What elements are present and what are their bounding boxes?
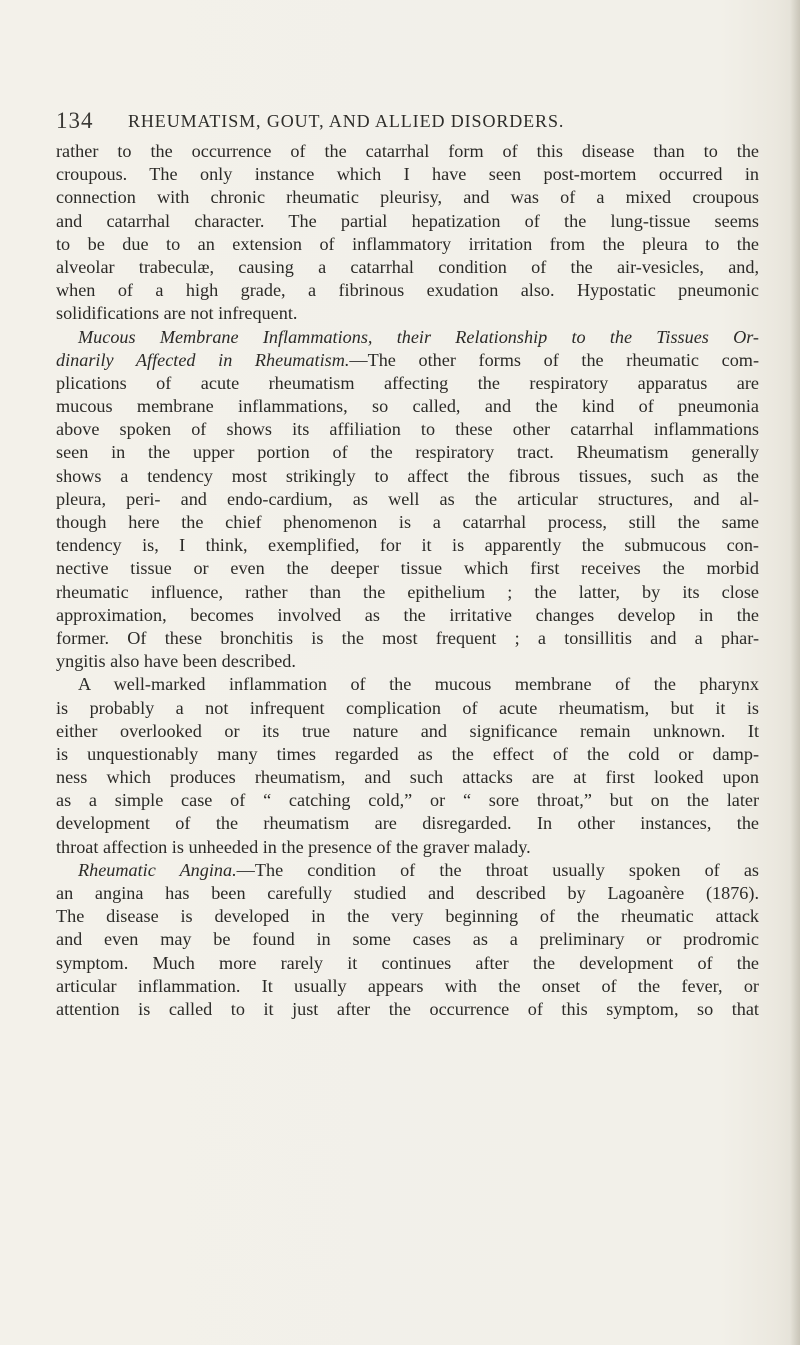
text-line: tendency is, I think, exemplified, for it is apparently the submucous con- — [56, 535, 759, 556]
body-text — [56, 140, 759, 1021]
text-line: mucous membrane inflammations, so called, and the kind of pneumonia — [56, 396, 759, 417]
text-line: seen in the upper portion of the respiratory tract. Rheumatism generally — [56, 442, 759, 463]
page-header — [56, 108, 756, 138]
text-line: connection with chronic rheumatic pleurisy, and was of a mixed croupous — [56, 187, 759, 208]
text-line: rather to the occurrence of the catarrhal form of this disease than to the — [56, 141, 759, 161]
section-heading: Rheumatic Angina. — [78, 859, 237, 880]
text-line: pleura, peri- and endo-cardium, as well as the articular structures, and al- — [56, 488, 759, 509]
text-line: though here the chief phenomenon is a catarrhal process, still the same — [56, 512, 759, 532]
text-line: alveolar trabeculæ, causing a catarrhal condition of the air-vesicles, and, — [56, 256, 759, 277]
text-line: is probably a not infrequent complication of acute rheumatism, but it is — [56, 697, 759, 718]
text-line: former. Of these bronchitis is the most frequent ; a tonsillitis and a phar- — [56, 627, 759, 648]
text-line: above spoken of shows its affiliation to these other catarrhal inflammations — [56, 419, 759, 440]
section-heading-line: dinarily Affected in Rheumatism.—The other forms of the rheumatic com- — [56, 349, 760, 370]
text-line: yngitis also have been described. — [56, 651, 296, 672]
text-line: approximation, becomes involved as the irritative changes develop in the — [56, 604, 759, 625]
text-line: when of a high grade, a fibrinous exudation also. Hypostatic pneumonic — [56, 280, 759, 301]
section-heading-line — [56, 326, 759, 349]
section-heading-line: Rheumatic Angina.—The condition of the throat usually spoken of as — [78, 859, 759, 880]
text-line: The disease is developed in the very beginning of the rheumatic attack — [56, 906, 759, 927]
text-line: A well-marked inflammation of the mucous membrane of the pharynx — [78, 674, 759, 695]
text-line: shows a tendency most strikingly to affect the fibrous tissues, such as the — [56, 465, 759, 486]
page-edge-shadow — [790, 0, 800, 1345]
text-line: as a simple case of “ catching cold,” or “ sore throat,” but on the later — [56, 790, 759, 811]
text-line: is unquestionably many times regarded as the effect of the cold or damp- — [56, 743, 759, 764]
text-line: development of the rheumatism are disregarded. In other instances, the — [56, 813, 759, 834]
text-line: and even may be found in some cases as a preliminary or prodromic — [56, 929, 759, 950]
section-heading: Mucous Membrane Inflammations, their Relationship to the Tissues Or- — [78, 326, 759, 347]
text-line: throat affection is unheeded in the presence of the graver malady. — [56, 836, 531, 857]
text-line: ness which produces rheumatism, and such attacks are at first looked upon — [56, 767, 759, 788]
text-line: either overlooked or its true nature and significance remain unknown. It — [56, 720, 759, 741]
section-heading: dinarily Affected in Rheumatism. — [56, 349, 350, 370]
text-line: attention is called to it just after the occurrence of this symptom, so that — [56, 998, 759, 1019]
text-line: symptom. Much more rarely it continues after the development of the — [56, 952, 759, 973]
text-line: an angina has been carefully studied and described by Lagoanère (1876). — [56, 883, 759, 903]
text-line: articular inflammation. It usually appears with the onset of the fever, or — [56, 975, 759, 996]
text-line: croupous. The only instance which I have seen post-mortem occurred in — [56, 164, 759, 185]
page-number: 134 — [56, 108, 94, 133]
running-head: RHEUMATISM, GOUT, AND ALLIED DISORDERS. — [128, 111, 565, 131]
text-line: plications of acute rheumatism affecting the respiratory apparatus are — [56, 372, 759, 393]
text-line: solidifications are not infrequent. — [56, 303, 298, 324]
text-line: to be due to an extension of inflammatory irritation from the pleura to the — [56, 233, 759, 254]
text-line: nective tissue or even the deeper tissue which first receives the morbid — [56, 558, 759, 579]
text-line: rheumatic influence, rather than the epithelium ; the latter, by its close — [56, 581, 759, 602]
text-line: and catarrhal character. The partial hepatization of the lung-tissue seems — [56, 210, 759, 231]
